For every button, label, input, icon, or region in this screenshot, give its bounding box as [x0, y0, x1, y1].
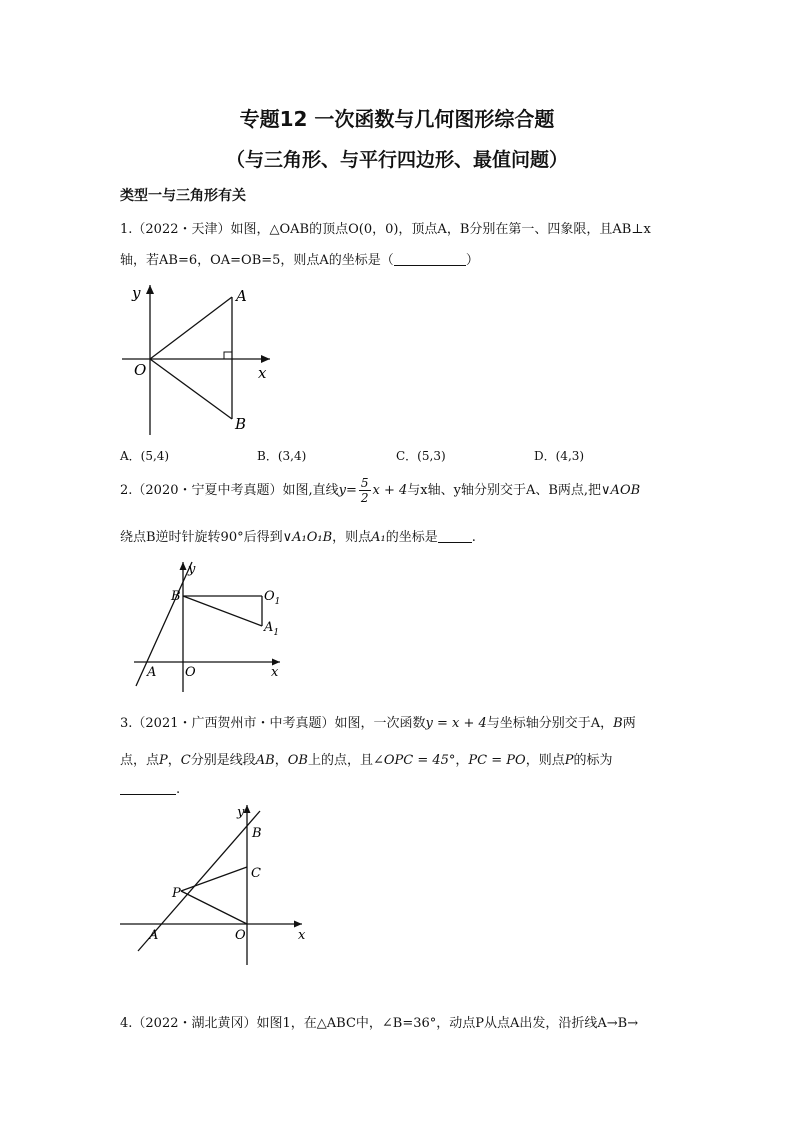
q1-side-ob [150, 359, 232, 419]
q1-y-arrow [146, 285, 154, 294]
q2-figure [130, 560, 290, 692]
q3-label-y: y [237, 805, 245, 820]
page-subtitle: （与三角形、与平行四边形、最值问题） [225, 149, 568, 171]
q3-line3-period: . [176, 782, 181, 797]
q3-label-c: C [251, 866, 261, 881]
q3-segment-pc [181, 867, 247, 891]
q3-line1-text-b: 与坐标轴分别交于A， [486, 716, 614, 731]
q3-figure [118, 803, 318, 968]
q2-point-a1: A₁ [371, 530, 386, 545]
q2-y-arrow [180, 562, 187, 570]
q3-line2-text: 点，点 [120, 753, 160, 768]
q3-line2-text-c: 分别是线段 [190, 753, 256, 768]
q2-triangle-a1o1b: ∨A₁O₁B [282, 530, 333, 545]
q2-label-o1-main: O [264, 589, 275, 604]
q3-line2-comma3: ， [455, 753, 469, 768]
q3-line2-comma1: ， [167, 753, 181, 768]
q2-answer-blank [438, 530, 472, 543]
q3-point-b: B [613, 716, 623, 731]
q3-angle: ∠OPC = 45° [372, 753, 456, 768]
q2-label-y: y [188, 562, 196, 577]
section-heading: 类型一与三角形有关 [120, 188, 246, 204]
q3-label-o: O [235, 928, 246, 943]
q1-line2 [120, 249, 479, 268]
q3-line3 [120, 782, 180, 797]
q2-frac-num: 5 [360, 476, 369, 490]
q2-label-o: O [185, 665, 196, 680]
q3-line2-comma2: ， [274, 753, 288, 768]
q3-point-c: C [180, 753, 191, 768]
q2-eq-fraction [359, 476, 371, 505]
q1-figure [118, 285, 288, 435]
q2-label-a: A [147, 665, 157, 680]
q3-label-a: A [149, 928, 159, 943]
q3-line1-text: 3.（2021・广西贺州市・中考真题）如图，一次函数 [120, 716, 426, 731]
q1-label-o: O [134, 361, 147, 379]
q3-label-p: P [172, 886, 181, 901]
q2-eq-y: y [338, 483, 346, 498]
q2-line2 [120, 526, 476, 545]
q1-option-a[interactable]: A．(5,4) [120, 449, 170, 463]
q3-y-arrow [244, 805, 251, 813]
q1-x-arrow [261, 355, 270, 363]
q2-line2-text-b: ，则点 [332, 530, 372, 545]
q4-line1: 4.（2022・湖北黄冈）如图1，在△ABC中，∠B=36°，动点P从点A出发，沿折线A→B→ [120, 1016, 639, 1031]
q1-option-d[interactable]: D．(4,3) [534, 449, 585, 463]
q1-label-b: B [235, 415, 247, 433]
q2-line1-text-b: 与x轴、y轴分别交于A、B两点,把 [407, 483, 602, 498]
page-title: 专题12 一次函数与几何图形综合题 [239, 107, 555, 131]
q2-line1-text: 2.（2020・宁夏中考真题）如图,直线 [120, 483, 339, 498]
q1-label-y: y [132, 285, 141, 302]
q2-eq-equals: = [345, 483, 357, 498]
q2-label-o1-sub: 1 [274, 597, 281, 607]
q2-line2-period: . [471, 530, 476, 545]
q2-label-a1-main: A [264, 620, 274, 635]
q2-line2-text-c: 的坐标是 [385, 530, 438, 545]
q1-answer-blank [394, 253, 466, 266]
q2-label-o1 [264, 589, 280, 607]
q3-segment-ab: AB [255, 753, 275, 768]
q3-label-x: x [298, 928, 306, 943]
q1-label-a: A [236, 287, 247, 305]
q3-answer-blank [120, 782, 176, 795]
q2-line1 [120, 476, 640, 505]
q2-side-ba1 [183, 596, 262, 626]
q2-label-a1 [263, 620, 279, 638]
q1-line1: 1.（2022・天津）如图，△OAB的顶点O(0，0)，顶点A，B分别在第一、四象限，且AB⊥x [120, 222, 651, 237]
q3-label-b: B [252, 826, 262, 841]
q1-label-x: x [258, 364, 267, 382]
q2-frac-den: 2 [360, 491, 369, 505]
q2-label-b: B [171, 589, 181, 604]
q1-right-angle-mark [224, 352, 232, 359]
q2-triangle-aob: ∨AOB [601, 483, 641, 498]
q3-line1 [120, 712, 636, 731]
q1-option-b[interactable]: B．(3,4) [257, 449, 307, 463]
q1-option-c[interactable]: C．(5,3) [396, 449, 446, 463]
q3-point-p-2: P [564, 753, 574, 768]
q3-segment-po [181, 891, 247, 924]
q3-line2-text-g: ，则点 [525, 753, 565, 768]
q3-point-p: P [159, 753, 168, 768]
q2-line2-text: 绕点B逆时针旋转90°后得到 [120, 530, 283, 545]
q3-pc-po: PC = PO [468, 753, 526, 768]
q3-line2-text-e: 上的点，且 [307, 753, 373, 768]
q3-segment-ob: OB [287, 753, 308, 768]
q3-equation: y = x + 4 [425, 716, 487, 731]
q1-side-oa [150, 297, 232, 359]
q2-eq-rest: x + 4 [372, 483, 408, 498]
q3-line2-text-h: 的标为 [573, 753, 613, 768]
q2-label-x: x [271, 665, 279, 680]
q3-x-arrow [294, 921, 302, 928]
q1-line2-close: ） [465, 253, 479, 268]
q2-label-a1-sub: 1 [273, 628, 280, 638]
q3-line1-text-c: 两 [622, 716, 636, 731]
q3-line2 [120, 749, 612, 768]
q1-line2-text: 轴，若AB=6，OA=OB=5，则点A的坐标是（ [120, 253, 394, 268]
